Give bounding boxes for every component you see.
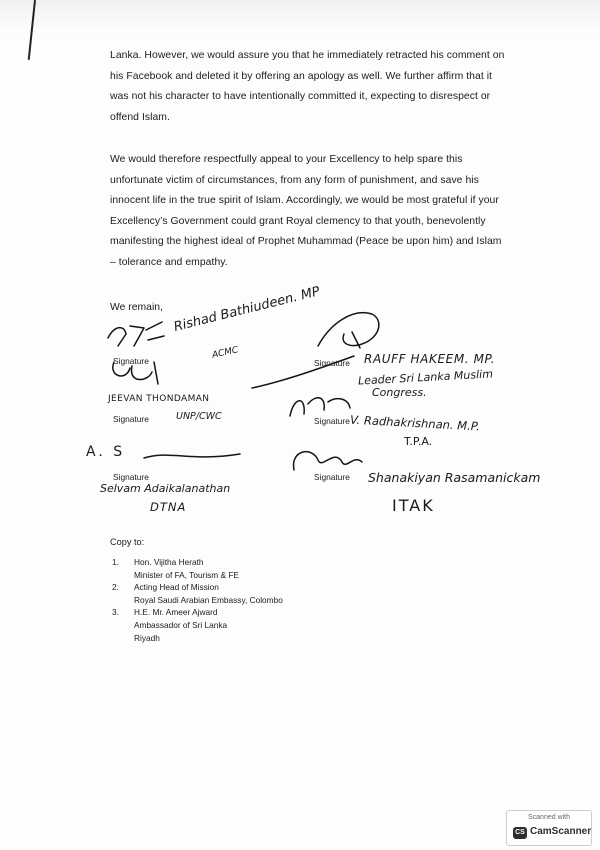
paragraph-1	[110, 46, 510, 128]
list-item-line: Ambassador of Sri Lanka	[134, 619, 228, 630]
list-item-line: Hon. Vijitha Herath	[134, 557, 204, 567]
camscanner-watermark	[506, 810, 592, 846]
hakeem-handwritten-title: Leader Sri Lanka Muslim	[357, 367, 494, 388]
radhakrishnan-handwritten-party: T.P.A.	[404, 435, 433, 448]
camscanner-logo-icon: CS	[513, 827, 527, 839]
closing-remark: We remain,	[110, 302, 163, 313]
page-top-shadow	[0, 0, 600, 34]
shanakiyan-handwritten-party: ITAK	[392, 496, 435, 515]
signature-label: Signature	[113, 356, 149, 366]
paragraph-1-line: his Facebook and deleted it by offering an apology as well. We further affirm that it	[110, 70, 492, 82]
selvam-handwritten-party: DTNA	[150, 500, 187, 514]
shanakiyan-handwritten-name: Shanakiyan Rasamanickam	[368, 470, 541, 485]
signature-label: Signature	[314, 416, 350, 426]
paragraph-2-line: innocent life in the true spirit of Islam. Accordingly, we would be most grateful if your	[110, 195, 499, 206]
list-item-line: Acting Head of Mission	[134, 582, 219, 593]
list-item	[112, 556, 283, 581]
list-item-number: 3.	[112, 607, 119, 618]
signature-label: Signature	[314, 472, 350, 482]
paragraph-2-line: manifesting the highest ideal of Prophet Muhammad (Peace be upon him) and Islam	[110, 236, 502, 247]
paragraph-2-line: unfortunate victim of circumstances, from any form of punishment, and save his	[110, 174, 479, 186]
paragraph-2-line: – tolerance and empathy.	[110, 256, 228, 268]
copy-to-heading: Copy to:	[110, 537, 145, 547]
list-item	[112, 606, 283, 644]
scanner-name: CamScanner	[530, 826, 592, 837]
hakeem-handwritten-name: RAUFF HAKEEM. MP.	[364, 352, 496, 366]
list-item-line: H.E. Mr. Ameer Ajward	[134, 607, 218, 618]
signature-label: Signature	[113, 414, 149, 424]
list-item-number: 2.	[112, 582, 119, 593]
selvam-signature-stroke	[140, 444, 250, 468]
hakeem-handwritten-party: Congress.	[372, 386, 427, 399]
list-item-line: Minister of FA, Tourism & FE	[134, 569, 239, 580]
paragraph-1-line: offend Islam.	[110, 111, 170, 123]
signature-label: Signature	[113, 472, 149, 482]
rishad-handwritten-name: Rishad Bathiudeen. MP	[172, 284, 322, 335]
list-item-number: 1.	[112, 557, 119, 567]
list-item	[112, 581, 283, 606]
radhakrishnan-handwritten-name: V. Radhakrishnan. M.P.	[349, 412, 481, 434]
paragraph-2-line: Excellency’s Government could grant Royal clemency to that youth, benevolently	[110, 215, 486, 227]
scanner-label: Scanned with	[527, 814, 571, 821]
rishad-handwritten-party: ACMC	[211, 345, 240, 361]
paragraph-1-line: Lanka. However, we would assure you that he immediately retracted his comment on	[110, 50, 505, 61]
selvam-handwritten-name: Selvam Adaikalanathan	[100, 482, 231, 495]
selvam-handwritten-mark: A. S	[86, 444, 126, 460]
paragraph-2-line: We would therefore respectfully appeal to your Excellency to help spare this	[110, 154, 463, 165]
signature-label: Signature	[314, 358, 350, 368]
list-item-line: Riyadh	[134, 632, 160, 643]
rishad-signature-scrawl	[104, 316, 174, 356]
jeevan-handwritten-party: UNP/CWC	[176, 411, 222, 422]
list-item-line: Royal Saudi Arabian Embassy, Colombo	[134, 594, 283, 605]
paragraph-2	[110, 150, 510, 273]
copy-to-list	[112, 556, 283, 644]
paragraph-1-line: was not his character to have intentionally committed it, expecting to disrespect or	[110, 91, 491, 102]
jeevan-handwritten-name: JEEVAN THONDAMAN	[108, 394, 210, 404]
shanakiyan-signature-scrawl	[288, 440, 368, 476]
